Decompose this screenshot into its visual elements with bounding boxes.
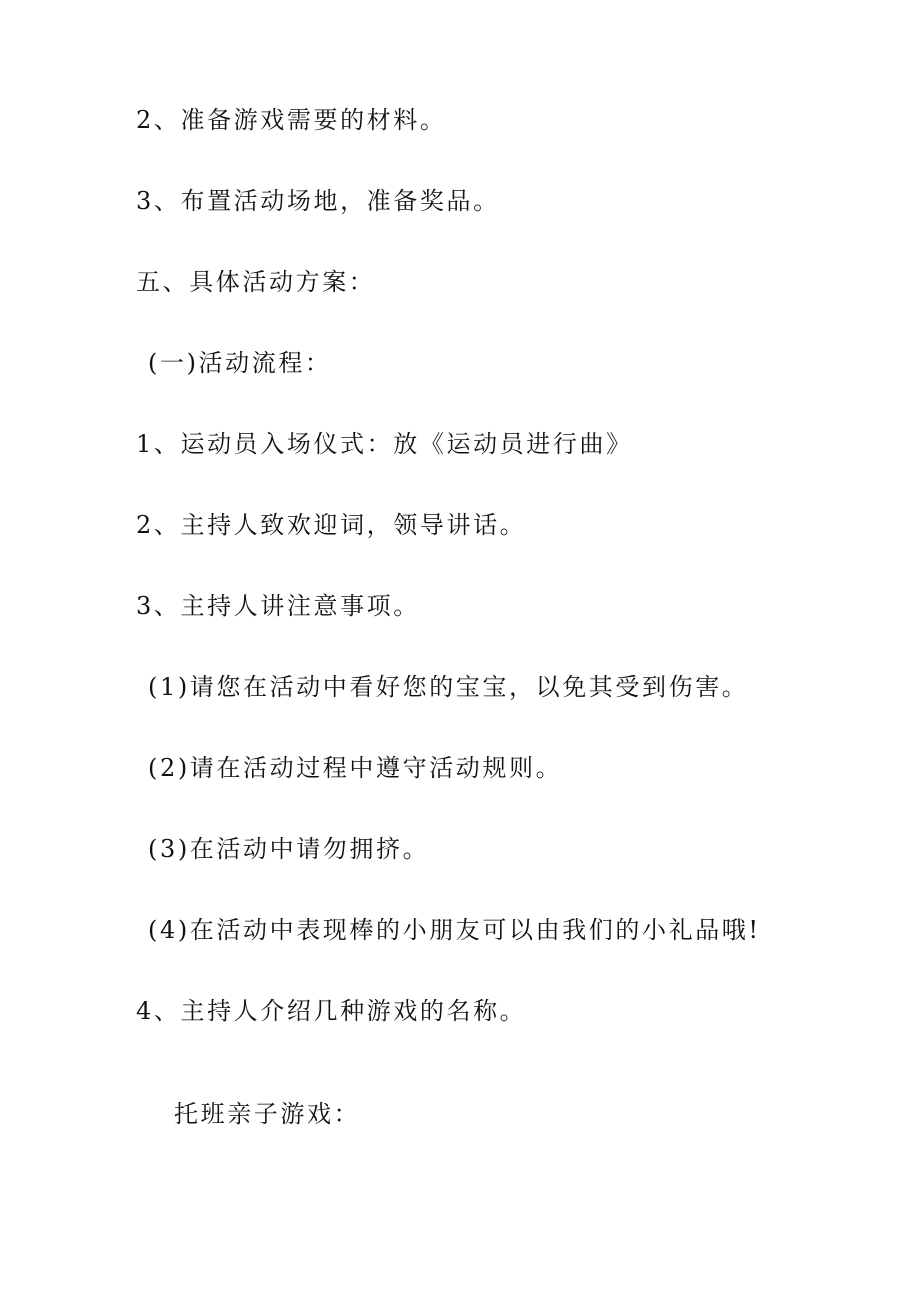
notice-item-2: (2)请在活动过程中遵守活动规则。 [148,754,563,782]
list-item-welcome-speech: 2、主持人致欢迎词，领导讲话。 [136,511,527,539]
notice-item-4: (4)在活动中表现棒的小朋友可以由我们的小礼品哦! [148,916,761,944]
list-item-prepare-materials: 2、准备游戏需要的材料。 [136,106,447,134]
notice-item-3: (3)在活动中请勿拥挤。 [148,835,430,863]
list-item-arrange-venue: 3、布置活动场地，准备奖品。 [136,187,500,215]
list-item-notices: 3、主持人讲注意事项。 [136,592,420,620]
subsection-heading-process: (一)活动流程： [148,349,332,377]
list-item-introduce-games: 4、主持人介绍几种游戏的名称。 [136,997,527,1025]
section-heading-activity-plan: 五、具体活动方案： [136,268,376,296]
notice-item-1: (1)请您在活动中看好您的宝宝，以免其受到伤害。 [148,673,749,701]
list-item-opening-ceremony: 1、运动员入场仪式：放《运动员进行曲》 [136,430,633,458]
subheading-toddler-games: 托班亲子游戏： [174,1100,361,1128]
